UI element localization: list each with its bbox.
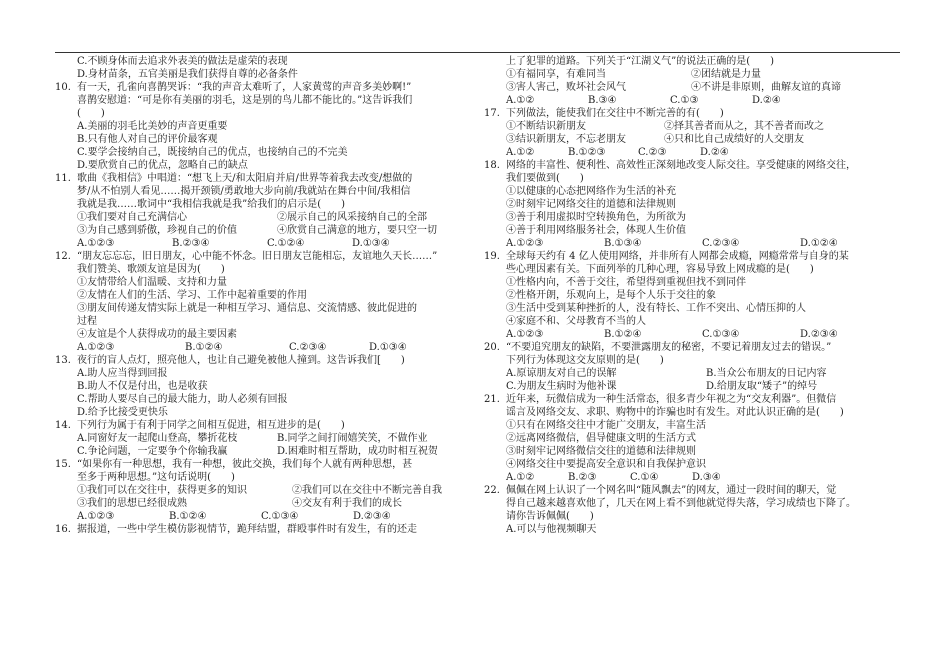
answer-a: A.①② [506,95,535,106]
option-b: B.只有他人对自己的评价最客观 [77,134,218,145]
question-stem: 下列行为体现这交友原则的是( ) [506,355,664,366]
question-11 [55,172,473,250]
question-stem: 喜鹊安慰道：“可是你有美丽的羽毛，这是别的鸟儿都不能比的。”这告诉我们 [77,95,413,106]
question-stem: 请你告诉佩佩( ) [506,511,594,522]
answer-a: A.①②③ [506,329,544,340]
question-stem: 全球每天约有 4 亿人使用网络，并非所有人网都会成瘾，网瘾常常与自身的某 [506,251,849,262]
question-stem: 歌曲《我相信》中唱道：“想飞上天/和太阳肩并肩/世界等着我去改变/想做的 [77,173,413,184]
item: ④不讲是非原则，曲解友谊的真谛 [691,82,841,93]
item-row [484,81,898,94]
answer-b: B.①②④ [169,511,207,522]
option-row [506,380,898,393]
item: ②时刻牢记网络交往的道德和法律规则 [506,199,676,210]
item: ④家庭不和、父母教育不当的人 [506,316,646,327]
right-column [484,55,898,536]
item: ①只有在网络交往中才能广交朋友，丰富生活 [506,420,706,431]
answer-row [506,471,898,484]
question-14 [55,419,473,458]
item: ①以健康的心态把网络作为生活的补充 [506,186,676,197]
answer-a: A.①② [506,147,535,158]
answer-c: C.①③④ [261,511,299,522]
item-row [506,120,898,133]
answer-d: D.②③④ [353,511,391,522]
item: ③时刻牢记网络微信交往的道德和法律规则 [506,446,696,457]
question-stem: 我们赞美、歌颂友谊是因为( ) [77,264,225,275]
question-stem: 我就是我……歌词中“我相信我就是我”给我们的启示是( ) [77,199,346,210]
option-d: D.要欣赏自己的优点，忽略自己的缺点 [77,160,248,171]
option-b: B.助人不仅是付出，也是收获 [77,381,208,392]
answer-b: B.①②④ [604,329,642,340]
item: ④友谊是个人获得成功的最主要因素 [77,329,237,340]
item: ③结识新朋友，不忘老朋友 [506,134,626,145]
question-number: 15. [55,459,71,470]
answer-b: B.①②④ [185,342,223,353]
answer-row [55,341,473,354]
question-stem: 我们要做到( ) [506,173,584,184]
answer-a: A.①②③ [77,238,115,249]
question-10 [55,81,473,172]
question-number: 22. [484,485,500,496]
option-d: D.困难时相互帮助，成功时相互祝贺 [277,446,438,457]
answer-row [77,510,473,523]
option-a: A.助人应当得到回报 [77,368,168,379]
item: ②展示自己的风采接纳自己的全部 [277,212,427,223]
question-stem: 下列做法，能使我们在交往中不断完善的有( ) [506,108,724,119]
item: ③朋友间传递友情实际上就是一种相互学习、通信息、交流情感、彼此促进的 [77,303,417,314]
option-c: C.争论问题，一定要争个你输我赢 [77,446,228,457]
item: ①有福同享，有难同当 [506,69,606,80]
answer-b: B.①③④ [604,238,642,249]
item: ②择其善者而从之，其不善者而改之 [664,121,824,132]
question-number: 10. [55,82,71,93]
answer-c: C.②③④ [702,238,740,249]
question-22 [484,484,898,536]
question-stem: 据报道，一些中学生模仿影视情节，跪拜结盟，群殴事件时有发生，有的还走 [77,524,417,535]
item: ①我们要对自己充满信心 [77,212,187,223]
option-line: C.不顾身体而去追求外表美的做法是虚荣的表现 [77,56,288,67]
question-15 [55,458,473,523]
question-number: 16. [55,524,71,535]
question-stem: 近年来，玩微信成为一种生活常态，很多青少年视之为“交友利器”。但微信 [506,394,837,405]
answer-b: B.②③④ [172,238,210,249]
item: ③生活中受到某种挫折的人，没有特长、工作不突出、心情压抑的人 [506,303,806,314]
item: ③为自己感到骄傲，珍视自己的价值 [77,225,237,236]
item: ②远离网络微信，倡导健康文明的生活方式 [506,433,696,444]
option-row [77,432,473,445]
answer-a: A.①② [506,472,535,483]
question-20 [484,341,898,393]
answer-d: D.①③④ [352,238,390,249]
question-18 [484,159,898,250]
item: ④网络交往中要提高安全意识和自我保护意识 [506,459,706,470]
question-16 [55,523,473,536]
item: ②性格开朗，乐观向上，是每个人乐于交往的象 [506,290,716,301]
answer-row [484,94,898,107]
answer-a: A.①②③ [506,238,544,249]
option-line: D.身材苗条，五官美丽是我们获得自尊的必备条件 [77,69,298,80]
item-row [77,497,473,510]
answer-d: D.①③④ [369,342,407,353]
answer-c: C.①③④ [702,329,740,340]
item-row [77,211,473,224]
option-row [77,445,473,458]
answer-row [506,237,898,250]
question-stem: “如果你有一种思想，我有一种想，彼此交换，我们每个人就有两种思想，甚 [77,459,413,470]
question-number: 11. [55,173,71,184]
answer-c: C.①②④ [267,238,305,249]
item-row [506,133,898,146]
question-stem: “不要追究朋友的缺陷，不要泄露朋友的秘密，不要记着朋友过去的错误。” [506,342,832,353]
option-row [506,367,898,380]
item: ①友情带给人们温暖、支持和力量 [77,277,227,288]
answer-row [77,237,473,250]
question-stem: 谣言及网络交友、求职、购物中的诈骗也时有发生。对此认识正确的是( ) [506,407,844,418]
answer-b: B.②③ [568,472,597,483]
answer-row [506,328,898,341]
option-c: C.为朋友生病时为他补课 [506,381,617,392]
question-stem: 下列行为属于有利于同学之间相互促进，相互进步的是( ) [77,420,345,431]
item: ④欣赏自己满意的地方，要只空一切 [277,225,437,236]
item: ①不断结识新朋友 [506,121,586,132]
answer-c: C.①③ [670,95,699,106]
answer-b: B.①②③ [568,147,606,158]
option-b: B.当众公布朋友的日记内容 [706,368,827,379]
item: ②团结就是力量 [691,69,761,80]
question-stem: 至多于两种思想。”这句话说明( ) [77,472,235,483]
option-a: A.原谅朋友对自己的误解 [506,368,617,379]
question-number: 19. [484,251,500,262]
question-stem: 有一天，孔雀向喜鹊哭诉：“我的声音太难听了，人家黄莺的声音多美妙啊!” [77,82,412,93]
answer-row [506,146,898,159]
option-a: A.美丽的羽毛比美妙的声音更重要 [77,121,228,132]
question-13 [55,354,473,419]
question-number: 13. [55,355,71,366]
item-row [484,68,898,81]
question-stem: 夜行的盲人点灯，照亮他人，也让自己避免被他人撞到。这告诉我们[ ) [77,355,405,366]
option-d: D.给予比接受更快乐 [77,407,168,418]
question-stem: ( ) [77,108,105,119]
answer-b: B.③④ [588,95,617,106]
answer-d: D.①②④ [800,238,838,249]
option-c: C.要学会接纳自己，既接纳自己的优点，也接纳自己的不完美 [77,147,348,158]
item: ③害人害己，败坏社会风气 [506,82,626,93]
question-19 [484,250,898,341]
item: ③善于利用虚拟时空转换角色，为所欲为 [506,212,686,223]
left-column [55,55,473,536]
item: ②我们可以在交往中不断完善自我 [292,485,442,496]
option-a: A.可以与他视频聊天 [506,524,597,535]
option-c: C.帮助人要尽自己的最大能力，助人必须有回报 [77,394,288,405]
question-number: 18. [484,160,500,171]
item: ②友情在人们的生活、学习、工作中起着重要的作用 [77,290,307,301]
answer-d: D.②④ [700,147,729,158]
question-stem: 佩佩在网上认识了一个网名叫“随风飘去”的网友，通过一段时间的聊天，觉 [506,485,837,496]
item: ①我们可以在交往中，获得更多的知识 [77,485,247,496]
item: ③我们的思想已经很成熟 [77,498,187,509]
question-12 [55,250,473,276]
question-stem: 些心理因素有关。下面列举的几种心理，容易导致上网成瘾的是( ) [506,264,814,275]
answer-d: D.③④ [692,472,721,483]
answer-d: D.②④ [752,95,781,106]
question-stem: 网络的丰富性、便利性、高效性正深刻地改变人际交往。享受健康的网络交往， [506,160,856,171]
item: ④只和比自己成绩好的人交朋友 [664,134,804,145]
question-stem: “朋友忘忘忘，旧日朋友，心中能不怀念。旧日朋友岂能相忘，友谊地久天长……” [77,251,438,262]
question-number: 12. [55,251,71,262]
question-stem: 得自己越来越喜欢他了，几天在网上看不到他就觉得失落，学习成绩也下降了。 [506,498,856,509]
question-number: 17. [484,108,500,119]
question-17 [484,107,898,159]
item: ①性格内向，不善于交往，希望得到重视但找不到同伴 [506,277,746,288]
question-21 [484,393,898,484]
question-number: 14. [55,420,71,431]
item: 过程 [77,316,97,327]
question-stem: 梦/从不怕别人看见……揭开颈锁/勇敢地大步向前/我就站在舞台中间/我相信 [77,186,411,197]
item: ④交友有利于我们的成长 [292,498,402,509]
answer-a: A.①②③ [77,342,115,353]
item: ④善于利用网络服务社会，体现人生价值 [506,225,686,236]
answer-a: A.①②③ [77,511,115,522]
answer-c: C.①④ [630,472,659,483]
option-d: D.给朋友取“矮子”的绰号 [706,381,818,392]
question-number: 20. [484,342,500,353]
item-row [77,224,473,237]
answer-c: C.②③ [638,147,667,158]
answer-d: D.②③④ [800,329,838,340]
option-a: A.同窗好友一起爬山登高，攀折花枝 [77,433,238,444]
item-row [77,484,473,497]
header-rule [55,52,900,53]
question-stem: 上了犯罪的道路。下列关于“江湖义气”的说法正确的是( ) [506,56,775,67]
option-b: B.同学之间打闹嬉笑笑，不做作业 [277,433,428,444]
answer-c: C.②③④ [289,342,327,353]
question-number: 21. [484,394,500,405]
